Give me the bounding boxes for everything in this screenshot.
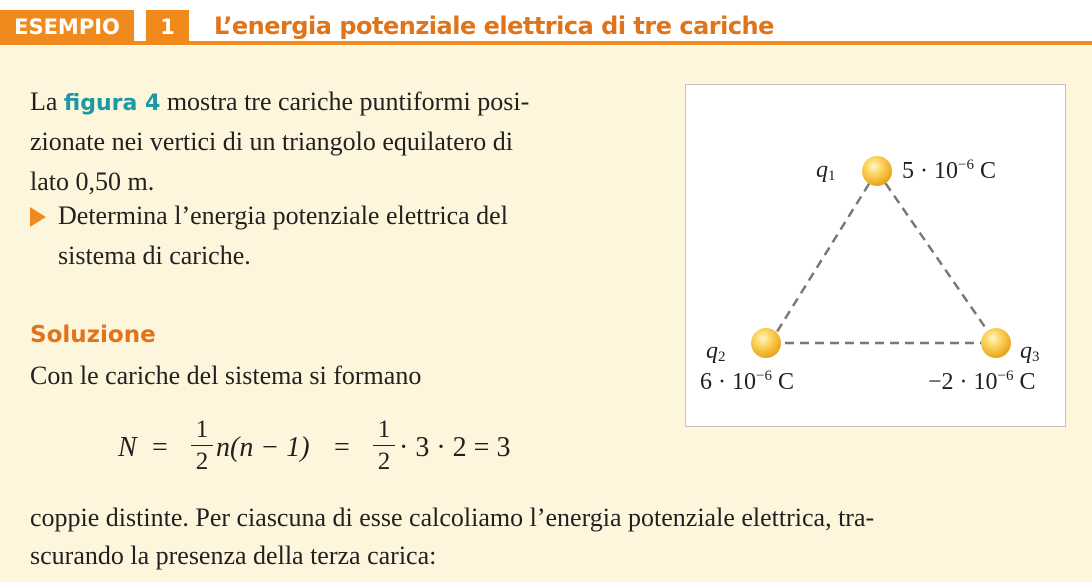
example-title: L’energia potenziale elettrica di tre cariche <box>214 12 774 40</box>
example-badge: ESEMPIO <box>0 10 134 45</box>
solution-para-line-2: scurando la presenza della terza carica: <box>30 541 437 570</box>
charge-q3-sphere <box>981 328 1011 358</box>
frac-num-2: 1 <box>377 416 391 443</box>
charge-q3-label: $q_3$ <box>1020 338 1040 365</box>
frac-den-2: 2 <box>377 448 391 475</box>
eq-lhs: N <box>118 432 137 463</box>
charge-q1-value: $5 \cdot 10^{-6}$ C <box>902 157 996 184</box>
eq-equals-2: = <box>334 432 350 463</box>
frac-den: 2 <box>195 448 209 475</box>
solution-heading: Soluzione <box>30 322 156 348</box>
eq-equals: = <box>152 432 168 463</box>
side-q1-q2 <box>770 171 877 343</box>
charge-q3-value: $-2 \cdot 10^{-6}$ C <box>928 368 1036 395</box>
eq-fraction <box>191 416 213 475</box>
intro-line-1 <box>30 82 529 124</box>
eq-tail: · 3 · 2 = 3 <box>399 432 511 463</box>
figure-triangle-charges <box>685 84 1066 427</box>
intro-suffix: mostra tre cariche puntiformi posi- <box>160 87 530 116</box>
charge-q2-label: $q_2$ <box>706 338 726 365</box>
figure-link[interactable]: figura 4 <box>63 91 161 116</box>
intro-prefix: La <box>30 87 64 116</box>
charge-q1-label: $q_1$ <box>816 157 836 184</box>
eq-fraction-2 <box>373 416 395 475</box>
header-rule <box>0 41 1092 45</box>
side-q1-q3 <box>877 171 996 343</box>
solution-para-line-1: coppie distinte. Per ciascuna di esse calcoliamo l’energia potenziale elettrica, tra- <box>30 503 875 532</box>
example-number: 1 <box>146 10 189 45</box>
charge-q1-sphere <box>862 156 892 186</box>
charge-q2-sphere <box>751 328 781 358</box>
task-line-1: Determina l’energia potenziale elettrica del <box>58 201 508 230</box>
intro-line-2: zionate nei vertici di un triangolo equilatero di <box>30 127 514 156</box>
example-header <box>0 0 1092 46</box>
eq-mid: n(n − 1) <box>216 432 310 463</box>
frac-num: 1 <box>195 416 209 443</box>
task-line-2: sistema di cariche. <box>58 241 251 270</box>
solution-line-1: Con le cariche del sistema si formano <box>30 361 422 390</box>
intro-line-3: lato 0,50 m. <box>30 167 155 196</box>
triangle-bullet-icon <box>30 207 46 227</box>
charge-q2-value: $6 \cdot 10^{-6}$ C <box>700 368 794 395</box>
